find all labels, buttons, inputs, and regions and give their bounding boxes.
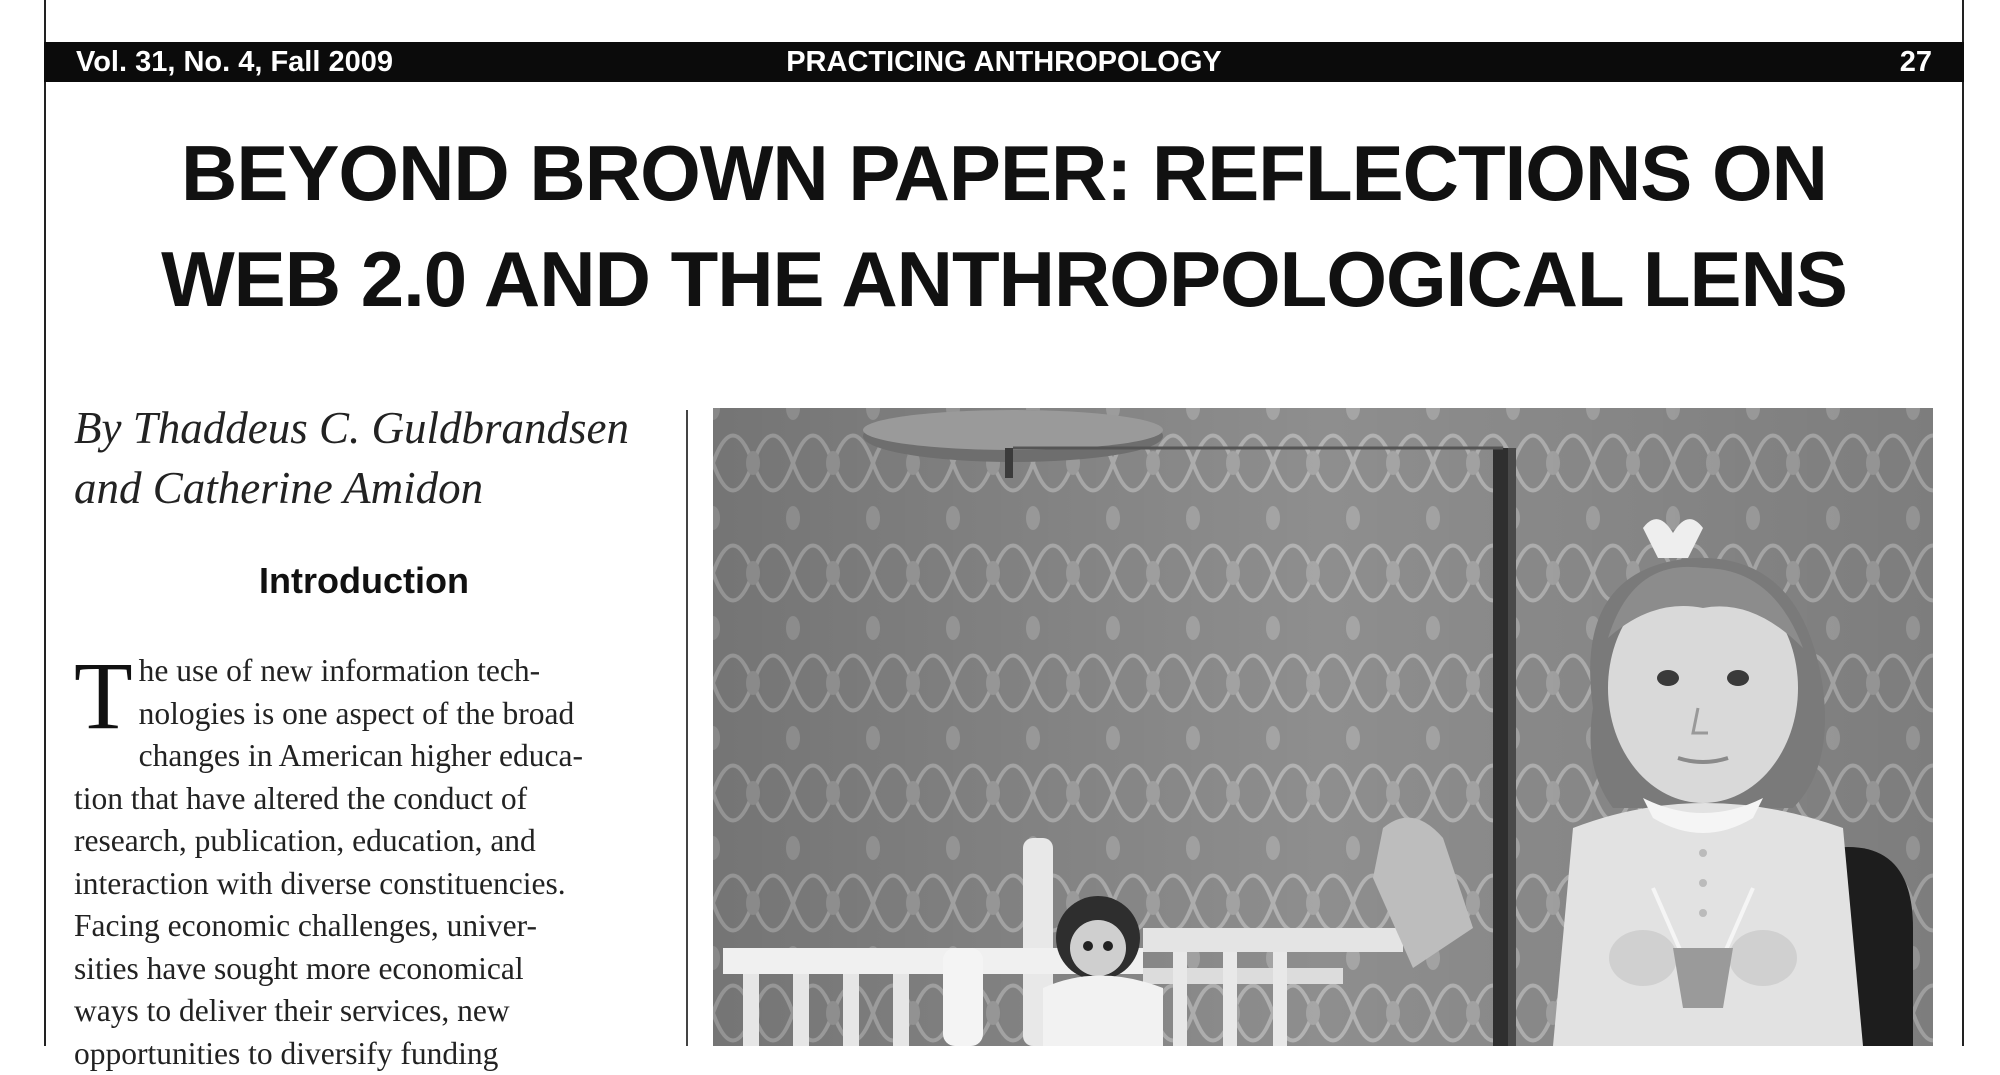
title-line-2: WEB 2.0 AND THE ANTHROPOLOGICAL LENS	[44, 226, 1964, 332]
title-line-1: BEYOND BROWN PAPER: REFLECTIONS ON	[44, 120, 1964, 226]
byline-line-1: By Thaddeus C. Guldbrandsen	[74, 398, 674, 458]
article-photo	[713, 408, 1933, 1046]
column-rule	[686, 410, 688, 1046]
section-heading: Introduction	[74, 556, 654, 606]
body-text	[74, 650, 674, 1046]
article-title	[44, 120, 1964, 332]
body-line: nologies is one aspect of the broad	[74, 693, 674, 736]
journal-name: PRACTICING ANTHROPOLOGY	[44, 42, 1964, 82]
volume-info: Vol. 31, No. 4, Fall 2009	[76, 42, 393, 82]
byline	[74, 398, 674, 518]
body-line: Facing economic challenges, univer-	[74, 905, 674, 948]
body-line: he use of new information tech-	[74, 650, 674, 693]
body-line: opportunities to diversify funding	[74, 1033, 674, 1075]
body-line: sities have sought more economical	[74, 948, 674, 991]
body-line: research, publication, education, and	[74, 820, 674, 863]
body-line: ways to deliver their services, new	[74, 990, 674, 1033]
byline-line-2: and Catherine Amidon	[74, 458, 674, 518]
drop-cap: T	[74, 656, 133, 736]
body-line: interaction with diverse constituencies.	[74, 863, 674, 906]
body-line: changes in American higher educa-	[74, 735, 674, 778]
running-header	[44, 42, 1964, 82]
body-line: tion that have altered the conduct of	[74, 778, 674, 821]
page-number: 27	[1900, 42, 1932, 82]
photo-girl-with-doll-crib-icon	[713, 408, 1933, 1046]
